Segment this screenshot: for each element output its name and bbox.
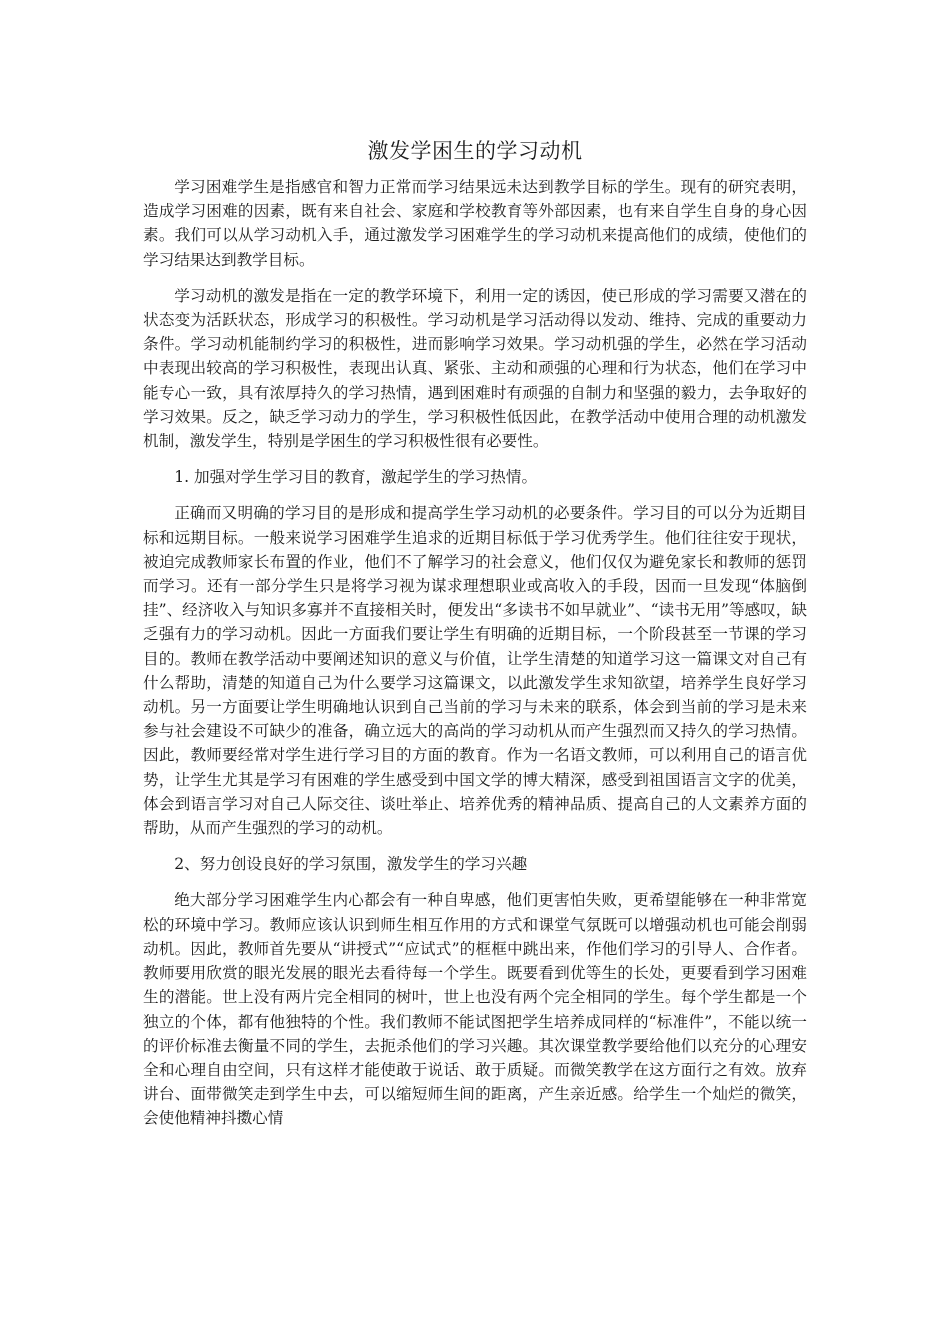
document-body — [143, 136, 807, 1143]
section-2-heading: 2、努力创设良好的学习氛围，激发学生的学习兴趣 — [174, 855, 528, 874]
document-title: 激发学困生的学习动机 — [367, 139, 583, 163]
section-1-body: 正确而又明确的学习目的是形成和提高学生学习动机的必要条件。学习目的可以分为近期目标和远期目标。一般来说学习困难学生追求的近期目标低于学习优秀学生。他们往往安于现状，被迫完成教师家长布置的作业，他们不了解学习的社会意义，他们仅仅为避免家长和教师的惩罚而学习。还有一部分学生只是将学习视为谋求理想职业或高收入的手段，因而一旦发现“体脑倒挂”、经济收入与知识多寡并不直接相关时，便发出“多读书不如早就业”、“读书无用”等感叹，缺乏强有力的学习动机。因此一方面我们要让学生有明确的近期目标，一个阶段甚至一节课的学习目的。教师在教学活动中要阐述知识的意义与价值，让学生清楚的知道学习这一篇课文对自己有什么帮助，清楚的知道自己为什么要学习这篇课文，以此激发学生求知欲望，培养学生良好学习动机。另一方面要让学生明确地认识到自己当前的学习与未来的联系，体会到当前的学习是未来参与社会建设不可缺少的准备，确立远大的高尚的学习动机从而产生强烈而又持久的学习热情。因此，教师要经常对学生进行学习目的方面的教育。作为一名语文教师，可以利用自己的语言优势，让学生尤其是学习有困难的学生感受到中国文学的博大精深，感受到祖国语言文字的优美，体会到语言学习对自己人际交往、谈吐举止、培养优秀的精神品质、提高自己的人文素养方面的帮助，从而产生强烈的学习的动机。 — [143, 504, 807, 838]
intro-paragraph-2: 学习动机的激发是指在一定的教学环境下，利用一定的诱因，使已形成的学习需要又潜在的状态变为活跃状态，形成学习的积极性。学习动机是学习活动得以发动、维持、完成的重要动力条件。学习动机能制约学习的积极性，进而影响学习效果。学习动机强的学生，必然在学习活动中表现出较高的学习积极性，表现出认真、紧张、主动和顽强的心理和行为状态，他们在学习中能专心一致，具有浓厚持久的学习热情，遇到困难时有顽强的自制力和坚强的毅力，去争取好的学习效果。反之，缺乏学习动力的学生，学习积极性低因此，在教学活动中使用合理的动机激发机制，激发学生，特别是学困生的学习积极性很有必要性。 — [143, 286, 807, 451]
section-2-body: 绝大部分学习困难学生内心都会有一种自卑感，他们更害怕失败，更希望能够在一种非常宽松的环境中学习。教师应该认识到师生相互作用的方式和课堂气氛既可以增强动机也可能会削弱动机。因此，教师首先要从“讲授式”“应试式”的框框中跳出来，作他们学习的引导人、合作者。教师要用欣赏的眼光发展的眼光去看待每一个学生。既要看到优等生的长处，更要看到学习困难生的潜能。世上没有两片完全相同的树叶，世上也没有两个完全相同的学生。每个学生都是一个独立的个体，都有他独特的个性。我们教师不能试图把学生培养成同样的“标准件”，不能以统一的评价标准去衡量不同的学生，去扼杀他们的学习兴趣。其次课堂教学要给他们以充分的心理安全和心理自由空间，只有这样才能使敢于说话、敢于质疑。而微笑教学在这方面行之有效。放弃讲台、面带微笑走到学生中去，可以缩短师生间的距离，产生亲近感。给学生一个灿烂的微笑，会使他精神抖擞心情 — [143, 891, 807, 1128]
intro-paragraph-1: 学习困难学生是指感官和智力正常而学习结果远未达到教学目标的学生。现有的研究表明，造成学习困难的因素，既有来自社会、家庭和学校教育等外部因素，也有来自学生自身的身心因素。我们可以从学习动机入手，通过激发学习困难学生的学习动机来提高他们的成绩，使他们的学习结果达到教学目标。 — [143, 178, 807, 269]
section-1-heading: 1. 加强对学生学习目的教育，激起学生的学习热情。 — [174, 468, 538, 487]
